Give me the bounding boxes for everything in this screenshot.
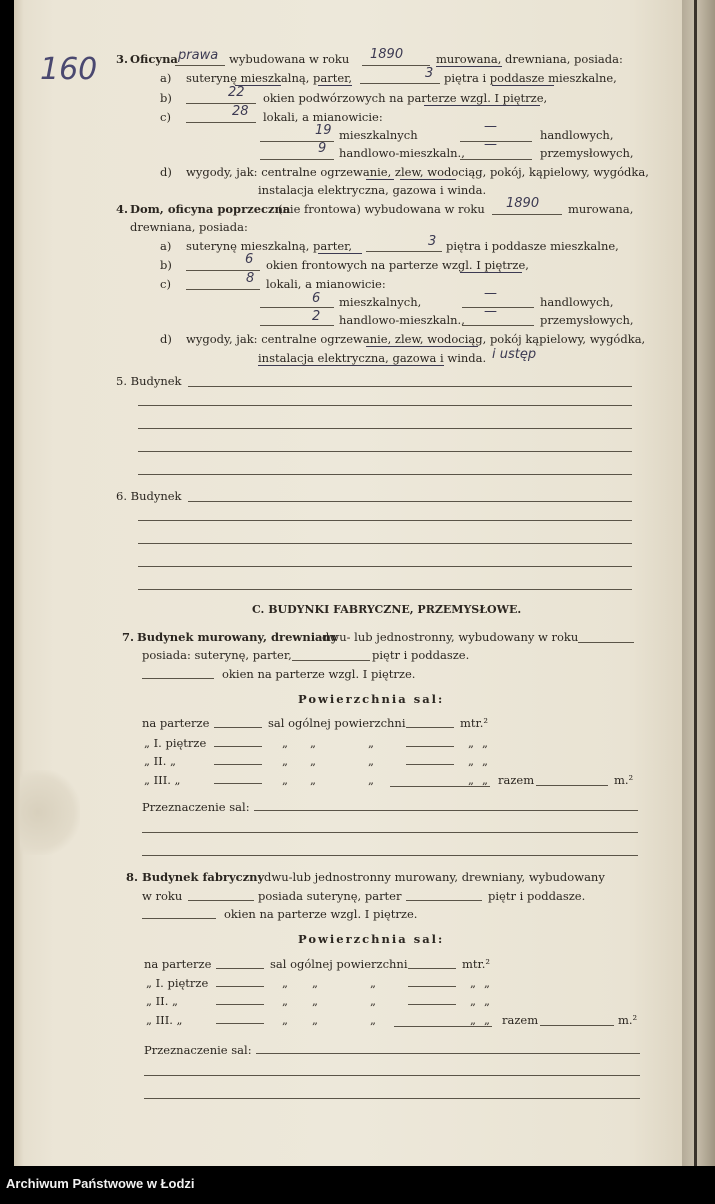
s7-row3-ditto4: „	[468, 754, 474, 768]
s8-row3-line1	[216, 1004, 264, 1005]
s4-res-line	[260, 307, 334, 308]
paper-damage	[20, 770, 80, 855]
s8-m2: m.²	[618, 1013, 638, 1027]
s3-b-text: okien podwórzowych na parterze wzgl. I piętrze,	[263, 91, 548, 105]
binding-line	[694, 0, 697, 1166]
s3-ind-line	[460, 159, 532, 160]
s7-line3: okien na parterze wzgl. I piętrze.	[222, 667, 416, 681]
s4-underline-zlew	[366, 346, 478, 347]
s3-hw-mix: 9	[318, 141, 327, 156]
s7-pow-title: Powierzchnia sal:	[298, 692, 445, 706]
s7-row1-line2	[406, 727, 454, 728]
s4-num: 4.	[116, 202, 129, 216]
s4-underline-instalacja	[258, 365, 444, 366]
s7-windows-line	[142, 678, 214, 679]
archive-footer	[0, 1166, 715, 1204]
s4-mix-line	[260, 325, 334, 326]
s3-units-line	[186, 122, 256, 123]
page-left-edge	[14, 0, 24, 1166]
s4-materials1: murowana,	[568, 202, 634, 216]
s4-c-label: c)	[160, 277, 171, 291]
s4-title: Dom, oficyna poprzeczna	[130, 202, 291, 216]
s8-line2b: posiada suterynę, parter	[258, 889, 402, 903]
s4-hw-units: 8	[246, 271, 255, 286]
s3-mix-label: handlowo-mieszkaln.,	[339, 146, 465, 160]
page-number: 160	[40, 52, 98, 87]
s3-hw-res: 19	[315, 123, 332, 138]
s7-row4-line1	[214, 783, 262, 784]
s7-year-line	[578, 642, 634, 643]
s8-row4-ditto3: „	[370, 1013, 376, 1027]
section-c-title: C. BUDYNKI FABRYCZNE, PRZEMYSŁOWE.	[252, 603, 522, 616]
s7-przezn-line-3	[142, 855, 638, 856]
s4-ind-label: przemysłowych,	[540, 313, 634, 327]
s3-hw-type: prawa	[178, 48, 219, 63]
s6-line-2	[138, 520, 632, 521]
s4-materials2: drewniana, posiada:	[130, 220, 248, 234]
s8-przezn-line-3	[144, 1098, 640, 1099]
s8-przezn-line-2	[144, 1075, 640, 1076]
s3-hw-units: 28	[232, 104, 249, 119]
s7-m2: m.²	[614, 773, 634, 787]
s7-row2-ditto4: „	[468, 736, 474, 750]
s4-hw-floors: 3	[428, 234, 437, 249]
s4-c-text: lokali, a mianowicie:	[266, 277, 386, 291]
s7-row2-line2	[406, 746, 454, 747]
s7-rest: dwu- lub jednostronny, wybudowany w roku	[322, 630, 579, 644]
s3-underline-pietrze	[424, 105, 540, 106]
s3-materials: murowana, drewniana, posiada:	[436, 52, 623, 66]
s7-row2-ditto5: „	[482, 736, 488, 750]
s8-row1-line1	[216, 968, 264, 969]
s3-a-label: a)	[160, 71, 172, 85]
s3-a-text2: piętra i poddasze mieszkalne,	[444, 71, 617, 85]
s7-num: 7.	[122, 630, 135, 644]
s4-units-line	[186, 289, 260, 290]
s8-razem-line	[540, 1025, 614, 1026]
s3-d-text1: wygody, jak: centralne ogrzewanie, zlew, wodociąg, pokój, kąpielowy, wygódka,	[186, 165, 649, 179]
s3-underline-parter	[318, 85, 352, 86]
s3-hw-floors: 3	[425, 66, 434, 81]
s5-line-5	[138, 474, 632, 475]
s8-row1c: mtr.²	[462, 957, 491, 971]
s8-row2-ditto2: „	[312, 976, 318, 990]
s3-num: 3.	[116, 52, 129, 66]
s4-d-text2: instalacja elektryczna, gazowa i winda.	[258, 351, 487, 365]
s8-row3-ditto3: „	[370, 994, 376, 1008]
s3-ind-label: przemysłowych,	[540, 146, 634, 160]
s4-year-line	[492, 214, 562, 215]
s8-row4: „ III. „	[146, 1013, 183, 1027]
s7-row3: „ II. „	[144, 754, 176, 768]
s7-row2-ditto2: „	[310, 736, 316, 750]
s8-row3-line2	[408, 1004, 456, 1005]
s6-line-3	[138, 543, 632, 544]
s8-title: Budynek fabryczny	[142, 870, 265, 884]
s8-row1b: sal ogólnej powierzchni	[270, 957, 408, 971]
s7-row2-ditto3: „	[368, 736, 374, 750]
s3-year-line	[362, 65, 430, 66]
s8-row3-ditto2: „	[312, 994, 318, 1008]
s8-row2-line1	[216, 986, 264, 987]
s5-line-4	[138, 451, 632, 452]
s4-hw-mix: 2	[312, 309, 321, 324]
s8-row2-ditto1: „	[282, 976, 288, 990]
s4-b-label: b)	[160, 258, 172, 272]
s4-hw-ind: —	[484, 304, 497, 319]
s3-built: wybudowana w roku	[229, 52, 350, 66]
s7-row4-ditto4: „	[468, 773, 474, 787]
s3-underline-zlew	[366, 179, 394, 180]
s3-d-label: d)	[160, 165, 172, 179]
s8-row3: „ II. „	[146, 994, 178, 1008]
s4-res-label: mieszkalnych,	[339, 295, 422, 309]
s8-line2a: w roku	[142, 889, 183, 903]
s8-row2-ditto4: „	[470, 976, 476, 990]
s3-d-text2: instalacja elektryczna, gazowa i winda.	[258, 183, 487, 197]
s7-row2-ditto1: „	[282, 736, 288, 750]
s5-label: 5. Budynek	[116, 374, 182, 388]
s8-year-line	[188, 900, 254, 901]
s3-hw-year: 1890	[370, 47, 404, 62]
s3-hw-windows: 22	[228, 85, 245, 100]
s7-row3-ditto2: „	[310, 754, 316, 768]
s6-line-5	[138, 589, 632, 590]
s4-ind-line	[462, 325, 534, 326]
s6-label: 6. Budynek	[116, 489, 182, 503]
s6-line-1	[188, 501, 632, 502]
s7-title: Budynek murowany, drewniany	[137, 630, 338, 644]
s7-row3-line2	[406, 764, 454, 765]
s4-a-label: a)	[160, 239, 172, 253]
s8-row2: „ I. piętrze	[146, 976, 209, 990]
s7-row1-line1	[214, 727, 262, 728]
s7-row2: „ I. piętrze	[144, 736, 207, 750]
s7-row4-line2	[390, 786, 490, 787]
s8-razem: razem	[502, 1013, 539, 1027]
s3-title: Oficyna	[130, 52, 178, 66]
s4-hw-year: 1890	[506, 196, 540, 211]
archive-name: Archiwum Państwowe w Łodzi	[6, 1176, 195, 1191]
s3-floors-line	[360, 83, 440, 84]
s8-rest: dwu-lub jednostronny murowany, drewniany, wybudowany	[264, 870, 605, 884]
s8-row4-line2	[394, 1026, 492, 1027]
s3-underline-murowana	[436, 66, 502, 67]
s4-d-text1: wygody, jak: centralne ogrzewanie, zlew, wodociąg, pokój kąpielowy, wygódka,	[186, 332, 646, 346]
s4-com-label: handlowych,	[540, 295, 614, 309]
s7-row1c: mtr.²	[460, 716, 489, 730]
s7-row2-line1	[214, 746, 262, 747]
s5-line-3	[138, 428, 632, 429]
s7-row4-ditto2: „	[310, 773, 316, 787]
s3-c-text: lokali, a mianowicie:	[263, 110, 383, 124]
s8-row4-ditto4: „	[470, 1013, 476, 1027]
s4-underline-pietrze	[460, 272, 522, 273]
s8-parter-line	[406, 900, 482, 901]
s3-b-label: b)	[160, 91, 172, 105]
s4-a-text1: suterynę mieszkalną, parter,	[186, 239, 353, 253]
s8-windows-line	[142, 918, 216, 919]
s7-row4-ditto3: „	[368, 773, 374, 787]
s3-hw-com: —	[484, 119, 497, 134]
binding-strip	[682, 0, 715, 1166]
s3-type-line	[175, 65, 225, 66]
s4-mix-label: handlowo-mieszkaln.,	[339, 313, 465, 327]
s7-row3-ditto1: „	[282, 754, 288, 768]
s4-underline-parter	[318, 253, 362, 254]
s4-com-line	[462, 307, 534, 308]
s4-title-rest: (nie frontowa) wybudowana w roku	[278, 202, 485, 216]
s3-underline-wodociag	[400, 179, 456, 180]
s8-row4-ditto1: „	[282, 1013, 288, 1027]
s7-przezn-line-1	[254, 810, 638, 811]
s4-a-text2: piętra i poddasze mieszkalne,	[446, 239, 619, 253]
s8-line3: okien na parterze wzgl. I piętrze.	[224, 907, 418, 921]
s8-przezn-line-1	[256, 1053, 640, 1054]
s8-row1a: na parterze	[144, 957, 212, 971]
s3-res-label: mieszkalnych	[339, 128, 418, 142]
s5-line-2	[138, 405, 632, 406]
s8-przezn: Przeznaczenie sal:	[144, 1043, 252, 1057]
s8-num: 8.	[126, 870, 139, 884]
s8-row2-ditto5: „	[484, 976, 490, 990]
s8-row2-ditto3: „	[370, 976, 376, 990]
s4-hw-note: i ustęp	[492, 347, 537, 362]
s8-row2-line2	[408, 986, 456, 987]
s4-hw-com: —	[484, 286, 497, 301]
s4-hw-windows: 6	[245, 252, 254, 267]
s7-row4-ditto1: „	[282, 773, 288, 787]
s7-przezn: Przeznaczenie sal:	[142, 800, 250, 814]
s7-parter-line	[292, 660, 370, 661]
s7-row3-ditto3: „	[368, 754, 374, 768]
s3-underline-poddasze	[492, 85, 554, 86]
s7-row4: „ III. „	[144, 773, 181, 787]
s3-mix-line	[260, 159, 334, 160]
s3-hw-ind: —	[484, 137, 497, 152]
s4-hw-res: 6	[312, 291, 321, 306]
s7-line2a: posiada: suterynę, parter,	[142, 648, 292, 662]
s8-row4-line1	[216, 1023, 264, 1024]
s8-pow-title: Powierzchnia sal:	[298, 932, 445, 946]
s8-line2c: piętr i poddasze.	[488, 889, 586, 903]
s8-row3-ditto1: „	[282, 994, 288, 1008]
s4-d-label: d)	[160, 332, 172, 346]
s7-razem: razem	[498, 773, 535, 787]
s8-row4-ditto5: „	[484, 1013, 490, 1027]
s7-row4-ditto5: „	[482, 773, 488, 787]
s7-row3-ditto5: „	[482, 754, 488, 768]
s3-com-label: handlowych,	[540, 128, 614, 142]
s3-a-text1: suterynę mieszkalną, parter,	[186, 71, 353, 85]
s8-row4-ditto2: „	[312, 1013, 318, 1027]
s7-przezn-line-2	[142, 832, 638, 833]
s7-razem-line	[536, 785, 608, 786]
s3-c-label: c)	[160, 110, 171, 124]
s7-line2b: piętr i poddasze.	[372, 648, 470, 662]
s5-line-1	[188, 386, 632, 387]
s4-b-text: okien frontowych na parterze wzgl. I piętrze,	[266, 258, 529, 272]
s7-row1a: na parterze	[142, 716, 210, 730]
s8-row1-line2	[408, 968, 456, 969]
s8-row3-ditto4: „	[470, 994, 476, 1008]
s4-floors-line	[366, 251, 442, 252]
s7-row1b: sal ogólnej powierzchni	[268, 716, 406, 730]
s6-line-4	[138, 566, 632, 567]
s8-row3-ditto5: „	[484, 994, 490, 1008]
s7-row3-line1	[214, 764, 262, 765]
